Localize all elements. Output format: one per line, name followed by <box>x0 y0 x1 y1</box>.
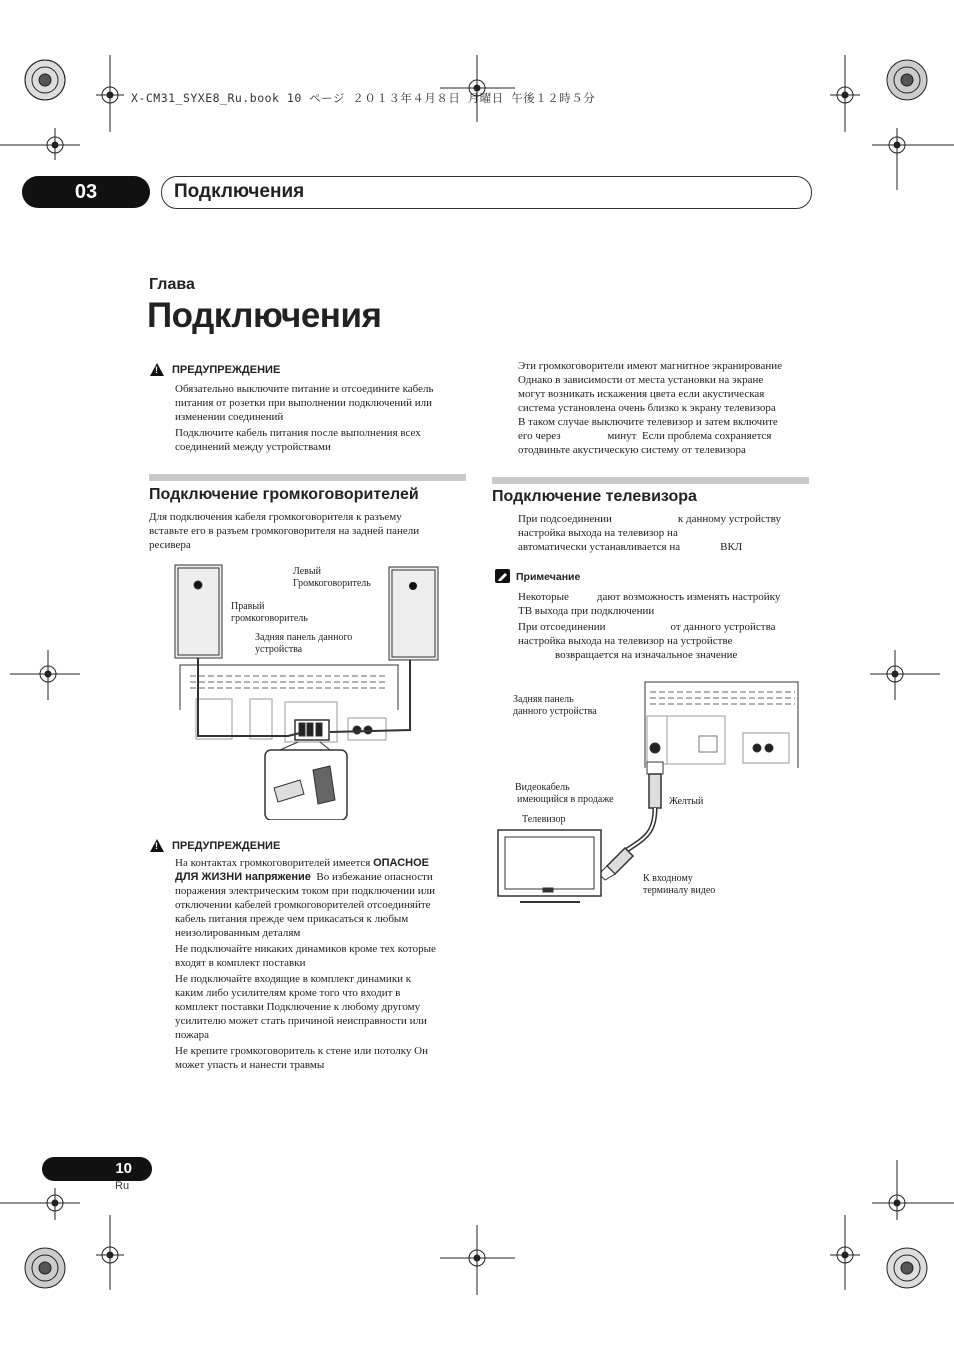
registration-rosette-top-right <box>887 60 927 100</box>
tv-intro: При подсоединении к данному устройству настройка выхода на телевизор на автоматически устанавливается на ВКЛ <box>518 513 781 553</box>
note-text: Некоторые дают возможность изменять настройку ТВ выхода при подключении При отсоединении от данного устройства настройка выхода на телевизор на устройстве возвращается на изначальное значение <box>518 591 781 661</box>
section-bar <box>149 474 466 481</box>
label-rear-panel: Задняя панель данного устройства <box>255 632 353 655</box>
warning-icon: ! <box>150 363 164 376</box>
warning-text: На контактах громкоговорителей имеется ОПАСНОЕ ДЛЯ ЖИЗНИ напряжение Во избежание опасности поражения электрическим током при подключении или отключении кабелей громкоговорителей отсоединяйте кабель питания прежде чем прикасаться к любым неизолированным деталям Не подключайте никаких динамиков кроме тех которые входят в комплект поставки Не подключайте входящие в комплект динамики к каким либо усилителям кроме того что входит в комплект поставки Подключение к любому другому усилителю может стать причиной неисправности или пожара Не крепите громкоговоритель к стене или потолку Он может упасть и нанести травмы <box>175 857 436 1071</box>
label-tv-rear-panel: Задняя панель данного устройства <box>513 694 597 717</box>
speaker-connection-diagram <box>170 560 415 820</box>
crosshair-marks <box>0 55 954 1295</box>
registration-rosette-top-left <box>25 60 65 100</box>
warning-heading: ПРЕДУПРЕЖДЕНИЕ <box>172 364 281 376</box>
chapter-title-bar: Подключения <box>161 176 812 209</box>
speakers-intro: Для подключения кабеля громкоговорителя к разъему вставьте его в разъем громкоговорителя на задней панели ресивера <box>149 511 420 551</box>
section-title-tv: Подключение телевизора <box>492 488 697 505</box>
print-header: X-CM31_SYXE8_Ru.book 10 ページ ２０１３年４月８日 月曜日 午後１２時５分 <box>131 91 596 105</box>
chapter-label: Глава <box>149 276 195 293</box>
label-right-speaker: Правый громкоговоритель <box>231 601 308 624</box>
chapter-big-title: Подключения <box>147 296 382 335</box>
section-title-speakers: Подключение громкоговорителей <box>149 486 419 503</box>
label-video-cable: Видеокабель имеющийся в продаже <box>515 782 614 805</box>
label-left-speaker: Левый Громкоговоритель <box>293 566 371 589</box>
shielding-note: Эти громкоговорители имеют магнитное экранирование Однако в зависимости от места установки на экране могут возникать искажения цвета если акустическая система установлена очень близко к экрану телевизора В таком случае выключите телевизор и затем включите его через минут Если проблема сохраняется отодвиньте акустическую систему от телевизора <box>518 360 782 456</box>
label-tv: Телевизор <box>522 814 566 825</box>
language-code: Ru <box>115 1180 130 1192</box>
label-video-input: К входному терминалу видео <box>643 873 716 896</box>
registration-rosette-bottom-left <box>25 1248 65 1288</box>
note-pencil-icon <box>495 569 510 583</box>
warning-text: Обязательно выключите питание и отсоедините кабель питания от розетки при выполнении подключений или изменении соединений Подключите кабель питания после выполнения всех соединений между устройствами <box>175 383 434 453</box>
registration-rosette-bottom-right <box>887 1248 927 1288</box>
warning-heading: ПРЕДУПРЕЖДЕНИЕ <box>172 840 281 852</box>
warning-icon: ! <box>150 839 164 852</box>
label-yellow: Желтый <box>669 796 704 807</box>
page-number: 10 <box>42 1157 152 1181</box>
section-bar <box>492 477 809 484</box>
right-speaker-box <box>388 566 440 662</box>
chapter-number-badge: 03 <box>22 176 150 208</box>
note-heading: Примечание <box>516 571 581 583</box>
